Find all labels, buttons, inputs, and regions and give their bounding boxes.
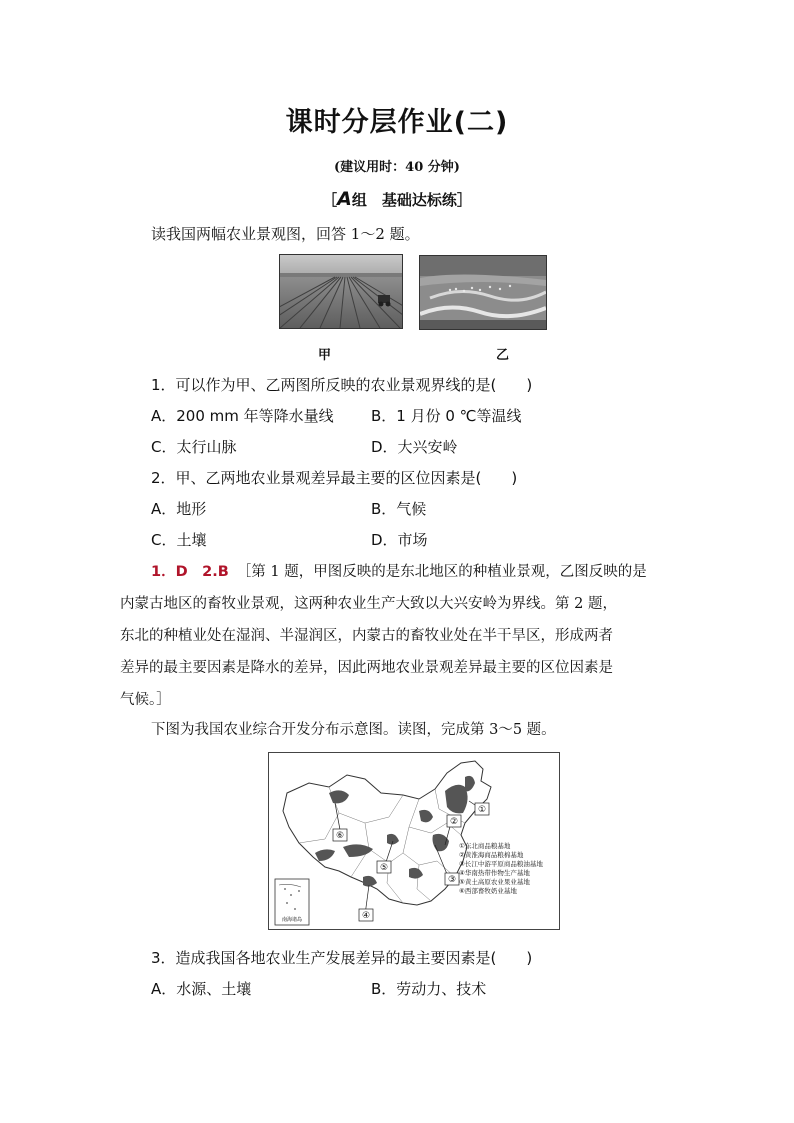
legend-item-6: ⑥西部畜牧奶业基地	[459, 887, 517, 895]
legend-item-2: ②黄淮海商品粮棉基地	[459, 851, 524, 859]
answer-line-5: 气候。］	[120, 692, 171, 708]
group-bracket-close: ］	[456, 191, 472, 209]
question-1-option-a: A．200 mm 年等降水量线	[151, 407, 334, 425]
grassland-image	[420, 256, 546, 329]
answer-line-1	[151, 560, 647, 581]
legend-item-5: ⑤黄土高原农业果业基地	[459, 878, 530, 886]
group-letter: A	[337, 188, 352, 210]
map-marker-6: ⑥	[335, 831, 345, 841]
answer-line-2: 内蒙古地区的畜牧业景观，这两种农业生产大致以大兴安岭为界线。第 2 题，	[120, 596, 617, 612]
group-bracket-open: ［	[322, 191, 338, 209]
photo-cropland	[279, 254, 403, 329]
group-label: 组 基础达标练	[351, 191, 457, 209]
photo-label-yi: 乙	[496, 348, 510, 363]
answer-text-1: ［第 1 题，甲图反映的是东北地区的种植业景观，乙图反映的是	[236, 564, 647, 580]
intro-text-1: 读我国两幅农业景观图，回答 1～2 题。	[151, 225, 420, 243]
map-marker-4: ④	[361, 911, 371, 921]
question-2-option-d: D．市场	[371, 531, 428, 549]
photo-grassland	[419, 255, 547, 330]
legend-item-1: ①东北商品粮基地	[459, 842, 511, 850]
question-2-option-a: A．地形	[151, 500, 207, 518]
map-marker-1: ①	[477, 805, 487, 815]
answer-key: 1．D 2.B	[151, 564, 229, 580]
question-1-option-c: C．太行山脉	[151, 438, 237, 456]
map-marker-3: ③	[447, 875, 457, 885]
inset-label: 南海诸岛	[281, 917, 303, 923]
map-marker-5: ⑤	[379, 863, 389, 873]
intro-text-2: 下图为我国农业综合开发分布示意图。读图，完成第 3～5 题。	[151, 722, 556, 738]
photo-label-jia: 甲	[318, 348, 332, 363]
map-legend	[459, 841, 555, 895]
question-2-option-b: B．气候	[371, 500, 427, 518]
question-3-option-a: A．水源、土壤	[151, 980, 252, 998]
answer-line-3: 东北的种植业处在湿润、半湿润区，内蒙古的畜牧业处在半干旱区，形成两者	[120, 628, 613, 644]
answer-line-4: 差异的最主要因素是降水的差异，因此两地农业景观差异最主要的区位因素是	[120, 660, 613, 676]
map-marker-2: ②	[449, 817, 459, 827]
question-3-stem: 3．造成我国各地农业生产发展差异的最主要因素是( )	[151, 949, 533, 967]
question-1-stem: 1．可以作为甲、乙两图所反映的农业景观界线的是( )	[151, 376, 533, 394]
china-agriculture-map	[268, 752, 560, 930]
cropland-image	[280, 255, 402, 328]
question-2-stem: 2．甲、乙两地农业景观差异最主要的区位因素是( )	[151, 469, 518, 487]
question-1-option-b: B．1 月份 0 ℃等温线	[371, 407, 522, 425]
question-1-option-d: D．大兴安岭	[371, 438, 458, 456]
suggested-time: (建议用时：40 分钟)	[334, 160, 460, 175]
question-2-option-c: C．土壤	[151, 531, 207, 549]
page-title: 课时分层作业(二)	[285, 107, 509, 138]
legend-item-3: ③长江中游平原商品粮油基地	[459, 860, 543, 868]
legend-item-4: ④华南热带作物生产基地	[459, 869, 530, 877]
question-3-option-b: B．劳动力、技术	[371, 980, 487, 998]
group-heading	[0, 188, 794, 210]
